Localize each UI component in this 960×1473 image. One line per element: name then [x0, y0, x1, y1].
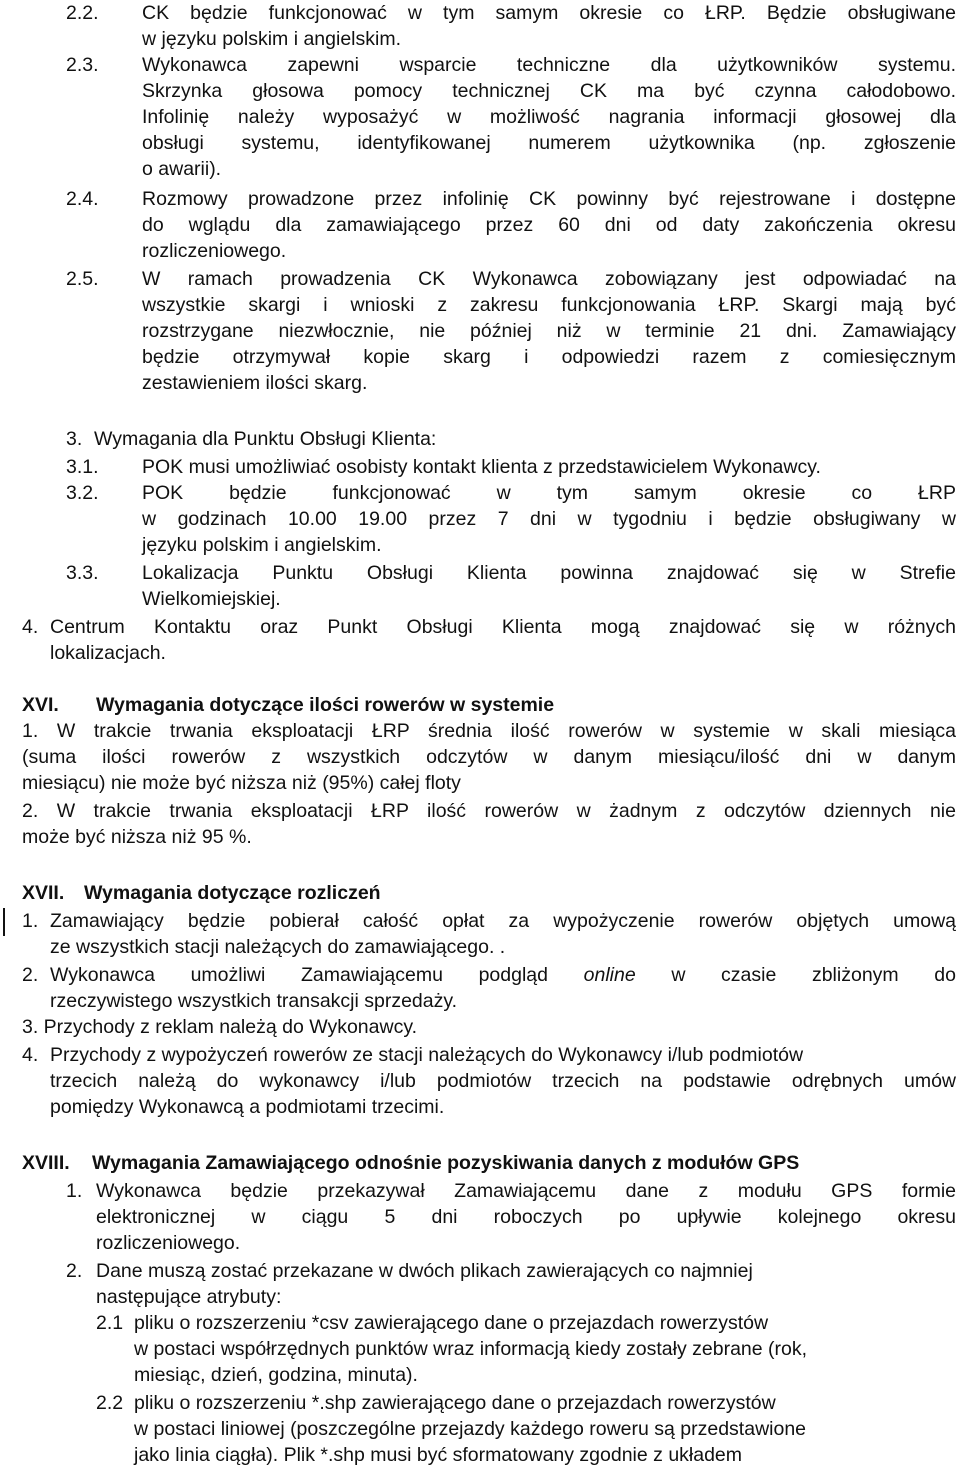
paragraph-line: CK będzie funkcjonować w tym samym okresie co ŁRP. Będzie obsługiwane	[142, 2, 956, 24]
paragraph-line: w godzinach 10.00 19.00 przez 7 dni w tygodniu i będzie obsługiwany w	[142, 508, 956, 530]
paragraph-line: o awarii).	[142, 158, 222, 180]
paragraph-line: pomiędzy Wykonawcą a podmiotami trzecimi.	[50, 1096, 445, 1118]
section-number: 4.	[22, 616, 39, 638]
paragraph-line: w postaci współrzędnych punktów wraz informacją kiedy zostały zebrane (rok,	[134, 1338, 808, 1360]
item-number: 3.3.	[66, 562, 99, 584]
paragraph-line: do wglądu dla zamawiającego przez 60 dni od daty zakończenia okresu	[142, 214, 956, 236]
paragraph-line: Zamawiający będzie pobierał całość opłat za wypożyczenie rowerów objętych umową	[50, 910, 956, 932]
paragraph-line: Centrum Kontaktu oraz Punkt Obsługi Klienta mogą znajdować się w różnych	[50, 616, 956, 638]
paragraph-line: elektronicznej w ciągu 5 dni roboczych po upływie kolejnego okresu	[96, 1206, 956, 1228]
paragraph-line: będzie otrzymywał kopie skarg i odpowiedzi razem z comiesięcznym	[142, 346, 956, 368]
section-number: 3.	[66, 428, 83, 450]
paragraph-line: języku polskim i angielskim.	[142, 534, 382, 556]
chapter-number: XVI.	[22, 694, 59, 716]
paragraph-line: Skrzynka głosowa pomocy technicznej CK ma być czynna całodobowo.	[142, 80, 956, 102]
chapter-number: XVII.	[22, 882, 65, 904]
paragraph-line: obsługi systemu, identyfikowanej numerem użytkownika (np. zgłoszenie	[142, 132, 956, 154]
text-run: w czasie zbliżonym do	[671, 964, 956, 986]
item-number: 3.1.	[66, 456, 99, 478]
paragraph-line: rozliczeniowego.	[96, 1232, 241, 1254]
text-run: Wykonawca umożliwi Zamawiającemu podgląd	[50, 964, 548, 986]
paragraph-line: miesiąc, dzień, godzina, minuta).	[134, 1364, 418, 1386]
paragraph-line: rzeczywistego wszystkich transakcji sprzedaży.	[50, 990, 458, 1012]
paragraph-line: lokalizacjach.	[50, 642, 166, 664]
paragraph-line: Infolinię należy wyposażyć w możliwość nagrania informacji głosowej dla	[142, 106, 956, 128]
chapter-heading: Wymagania dotyczące ilości rowerów w systemie	[96, 694, 555, 716]
item-number: 2.2.	[66, 2, 99, 24]
chapter-heading: Wymagania Zamawiającego odnośnie pozyskiwania danych z modułów GPS	[92, 1152, 800, 1174]
item-number: 4.	[22, 1044, 39, 1066]
italic-text: online	[583, 964, 636, 986]
paragraph-line: Wielkomiejskiej.	[142, 588, 281, 610]
paragraph-line: Lokalizacja Punktu Obsługi Klienta powinna znajdować się w Strefie	[142, 562, 956, 584]
paragraph-line: miesiącu) nie może być niższa niż (95%) całej floty	[22, 772, 461, 794]
section-heading: Wymagania dla Punktu Obsługi Klienta:	[94, 428, 437, 450]
item-number: 2.5.	[66, 268, 99, 290]
paragraph-line: następujące atrybuty:	[96, 1286, 282, 1308]
item-number: 3.2.	[66, 482, 99, 504]
paragraph-line: zestawieniem ilości skarg.	[142, 372, 368, 394]
item-number: 2.1	[96, 1312, 124, 1334]
paragraph-line: (suma ilości rowerów z wszystkich odczytów w danym miesiącu/ilość dni w danym	[22, 746, 956, 768]
item-number: 2.4.	[66, 188, 99, 210]
paragraph-line: ze wszystkich stacji należących do zamawiającego. .	[50, 936, 506, 958]
chapter-heading: Wymagania dotyczące rozliczeń	[84, 882, 381, 904]
paragraph-line: Wykonawca zapewni wsparcie techniczne dla użytkowników systemu.	[142, 54, 956, 76]
paragraph-line: rozstrzygane niezwłocznie, nie później niż w terminie 21 dni. Zamawiający	[142, 320, 956, 342]
chapter-number: XVIII.	[22, 1152, 70, 1174]
paragraph-line: rozliczeniowego.	[142, 240, 287, 262]
paragraph-line: pliku o rozszerzeniu *csv zawierającego dane o przejazdach rowerzystów	[134, 1312, 769, 1334]
item-number: 1.	[66, 1180, 83, 1202]
paragraph-line: w postaci liniowej (poszczególne przejazdy każdego roweru są przedstawione	[134, 1418, 807, 1440]
paragraph-line: Wykonawca będzie przekazywał Zamawiającemu dane z modułu GPS formie	[96, 1180, 956, 1202]
paragraph-line: może być niższa niż 95 %.	[22, 826, 252, 848]
paragraph-line: Przychody z wypożyczeń rowerów ze stacji należących do Wykonawcy i/lub podmiotów	[50, 1044, 804, 1066]
paragraph-line: Rozmowy prowadzone przez infolinię CK powinny być rejestrowane i dostępne	[142, 188, 956, 210]
paragraph-line: 2. W trakcie trwania eksploatacji ŁRP ilość rowerów w żadnym z odczytów dziennych nie	[22, 800, 956, 822]
paragraph-line: Dane muszą zostać przekazane w dwóch plikach zawierających co najmniej	[96, 1260, 753, 1282]
paragraph-line: POK musi umożliwiać osobisty kontakt klienta z przedstawicielem Wykonawcy.	[142, 456, 821, 478]
paragraph-line	[50, 962, 956, 988]
paragraph-line: POK będzie funkcjonować w tym samym okresie co ŁRP	[142, 482, 956, 504]
paragraph-line: jako linia ciągła). Plik *.shp musi być sformatowany zgodnie z układem	[134, 1444, 743, 1466]
item-number: 2.	[66, 1260, 83, 1282]
paragraph-line: 3. Przychody z reklam należą do Wykonawcy.	[22, 1016, 418, 1038]
paragraph-line: wszystkie skargi i wnioski z zakresu funkcjonowania ŁRP. Skargi mają być	[142, 294, 956, 316]
paragraph-line: W ramach prowadzenia CK Wykonawca zobowiązany jest odpowiadać na	[142, 268, 956, 290]
paragraph-line: w języku polskim i angielskim.	[142, 28, 401, 50]
item-number: 2.	[22, 964, 39, 986]
item-number: 1.	[22, 910, 39, 932]
paragraph-line: trzecich należą do wykonawcy i/lub podmiotów trzecich na podstawie odrębnych umów	[50, 1070, 956, 1092]
paragraph-line: pliku o rozszerzeniu *.shp zawierającego dane o przejazdach rowerzystów	[134, 1392, 776, 1414]
item-number: 2.2	[96, 1392, 124, 1414]
paragraph-line: 1. W trakcie trwania eksploatacji ŁRP średnia ilość rowerów w systemie w skali miesiąca	[22, 720, 956, 742]
item-number: 2.3.	[66, 54, 99, 76]
change-bar	[3, 908, 5, 936]
